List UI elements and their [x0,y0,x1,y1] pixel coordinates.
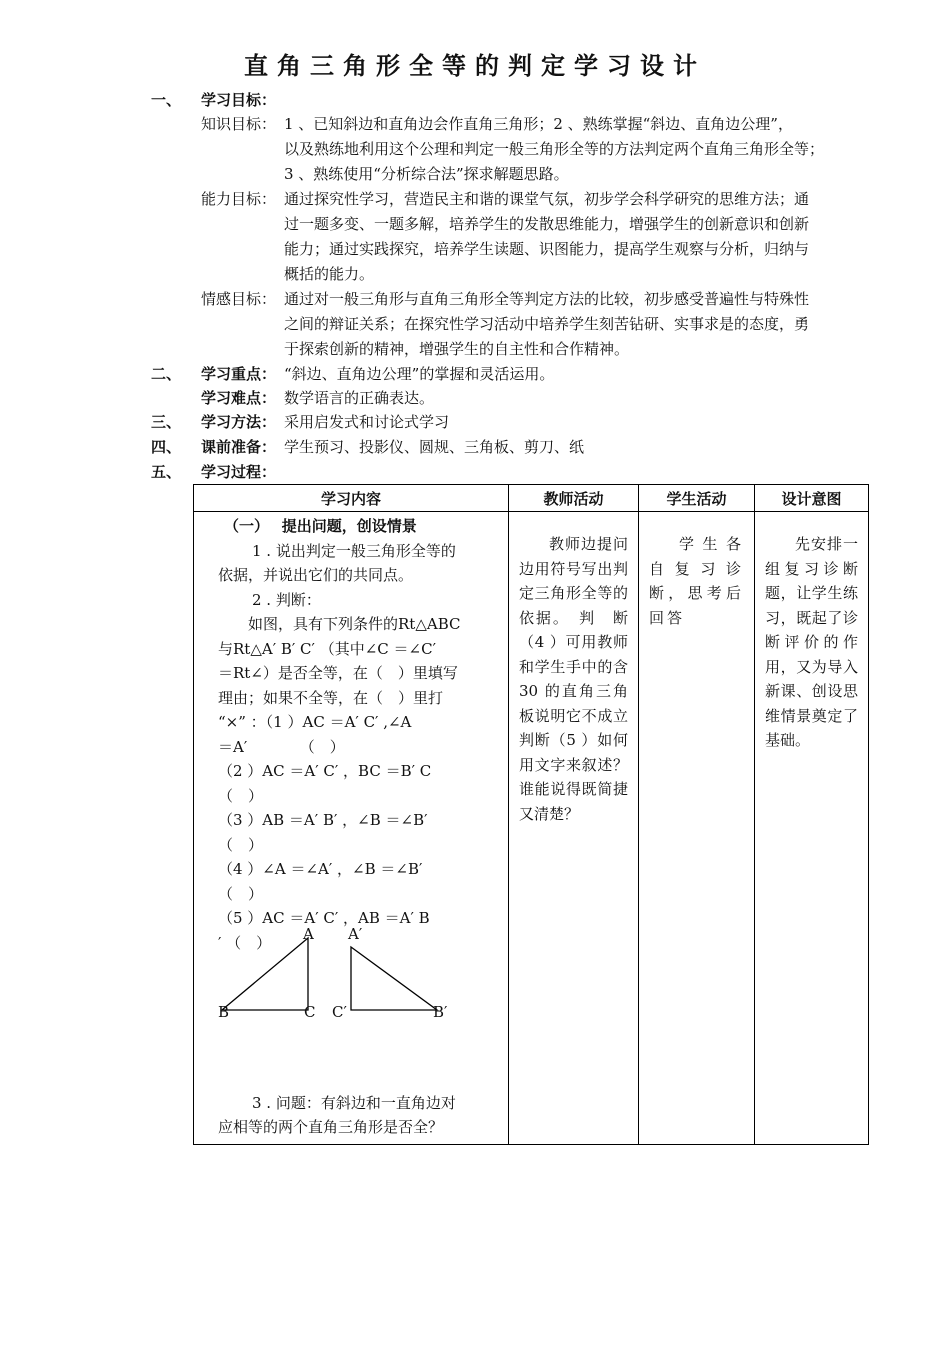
header-student: 学生活动 [639,485,755,512]
section-1-label: 学习目标： [201,91,277,109]
triangle-figure [218,924,498,1091]
content-line: （ ） [218,835,264,854]
ability-goal-line-1: 通过探究性学习，营造民主和谐的课堂气氛，初步学会科学研究的思维方法；通 [284,190,810,208]
student-activity-text: 学生各自复习诊断，思考后回答 [649,535,744,627]
method-label: 学习方法： [201,413,277,431]
teacher-activity-text: 教师边提问边用符号写出判定三角形全等的依据。 判 断（4 ）可用教师和学生手中的含30 的直角三角板说明它不成立 判断（5 ）如何用文字来叙述？谁能说得既简捷又清楚？ [519,535,644,823]
key-point-text: “斜边、直角边公理”的掌握和灵活运用。 [284,365,555,383]
content-line: 与Rt△A′ B′ C′ （其中∠C ＝∠C′ [218,639,436,658]
label-a-prime: A′ [348,924,363,943]
content-line: 如图，具有下列条件的Rt△ABC [248,615,461,633]
header-teacher: 教师活动 [509,485,639,512]
emotion-goal-line-3: 于探索创新的精神，增强学生的自主性和合作精神。 [284,340,630,358]
knowledge-goal-line-2: 以及熟练地利用这个公理和判定一般三角形全等的方法判定两个直角三角形全等； [284,140,825,158]
content-line: 2 . 判断： [252,590,321,609]
design-intent-cell [755,512,869,1145]
label-a: A [303,924,314,943]
ability-goal-label: 能力目标： [201,190,277,208]
header-content: 学习内容 [194,485,509,512]
difficulty-text: 数学语言的正确表达。 [284,389,435,407]
triangle-abc [222,938,308,1010]
knowledge-goal-label: 知识目标： [201,115,277,133]
preparation-label: 课前准备： [201,438,277,456]
key-point-label: 学习重点： [201,365,277,383]
table-header-row [194,485,869,512]
knowledge-goal-line-1: 1 、已知斜边和直角边会作直角三角形；2 、熟练掌握“斜边、直角边公理”， [284,115,793,133]
section-5-number: 五、 [151,463,182,481]
content-line: ′ （ ） [218,933,272,952]
process-label: 学习过程： [201,463,277,481]
section-4-number: 四、 [151,438,182,456]
content-line: （3 ）AB ＝A′ B′ ，∠B ＝∠B′ [218,811,428,829]
student-activity-cell [639,512,755,1145]
triangle-a2b2c2 [351,947,437,1010]
section-1-number: 一、 [151,91,182,109]
document-title: 直角三角形全等的判定学习设计 [244,52,706,80]
content-line: （2 ）AC ＝A′ C′ ，BC ＝B′ C [218,762,432,780]
content-cell [194,512,509,1145]
table-row [194,512,869,1145]
header-design: 设计意图 [755,485,869,512]
content-line: （ ） [218,786,264,805]
method-text: 采用启发式和讨论式学习 [284,413,450,431]
content-line: 应相等的两个直角三角形是否全？ [218,1118,444,1136]
emotion-goal-label: 情感目标： [201,290,277,308]
content-line: 依据，并说出它们的共同点。 [218,566,414,584]
emotion-goal-line-2: 之间的辩证关系；在探究性学习活动中培养学生刻苦钻研、实事求是的态度，勇 [284,315,810,333]
content-line: 3 . 问题：有斜边和一直角边对 [252,1093,456,1112]
emotion-goal-line-1: 通过对一般三角形与直角三角形全等判定方法的比较，初步感受普遍性与特殊性 [284,290,810,308]
preparation-text: 学生预习、投影仪、圆规、三角板、剪刀、纸 [284,438,585,456]
content-line: ＝Rt∠）是否全等，在（ ）里填写 [218,664,458,682]
ability-goal-line-3: 能力；通过实践探究，培养学生读题、识图能力，提高学生观察与分析，归纳与 [284,240,810,258]
teacher-activity-cell [509,512,644,1145]
content-line: （5 ）AC ＝A′ C′ ，AB ＝A′ B [218,909,430,927]
label-b: B [218,1002,230,1021]
content-line: 1 . 说出判定一般三角形全等的 [252,541,456,560]
label-c: C [304,1002,316,1021]
label-b-prime: B′ [433,1002,448,1021]
knowledge-goal-line-3: 3 、熟练使用“分析综合法”探求解题思路。 [284,165,569,183]
content-heading: （一） 提出问题，创设情景 [224,517,417,535]
section-3-number: 三、 [151,413,182,431]
content-line: （4 ）∠A ＝∠A′ ，∠B ＝∠B′ [218,860,423,878]
design-intent-text: 先安排一组复习诊断题，让学生练习，既起了诊断评价的作用，又为导入新课、创设思维情景奠定了基础。 [765,535,858,749]
content-line: “×” ：（1 ）AC ＝A′ C′ ,∠A [218,713,412,731]
label-c-prime: C′ [332,1002,347,1021]
triangles-diagram [218,931,508,1091]
difficulty-label: 学习难点： [201,389,277,407]
content-line: ＝A′ （ ） [218,737,345,756]
ability-goal-line-4: 概括的能力。 [284,265,375,283]
content-line: （ ） [218,884,264,903]
ability-goal-line-2: 过一题多变、一题多解，培养学生的发散思维能力，增强学生的创新意识和创新 [284,215,810,233]
content-line: 理由；如果不全等，在（ ）里打 [218,688,444,707]
section-2-number: 二、 [151,365,182,383]
learning-process-table [193,484,869,1145]
